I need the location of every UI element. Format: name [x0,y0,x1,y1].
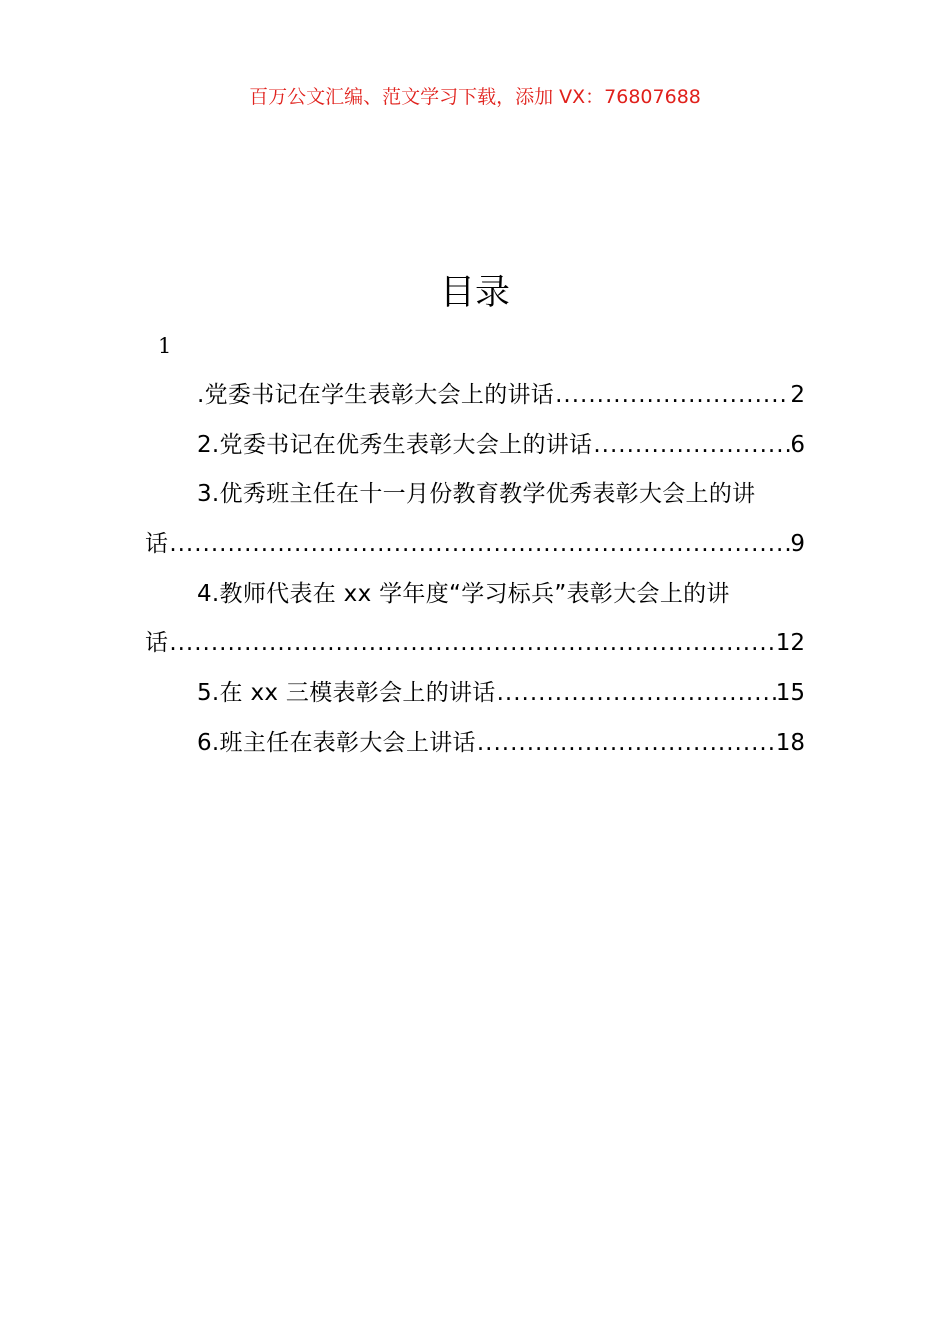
toc-entry-5[interactable] [145,669,805,719]
toc-page-number: 12 [775,630,805,657]
table-of-contents [145,371,805,769]
toc-dot-leader [592,421,790,471]
toc-entry-title: 6.班主任在表彰大会上讲话 [197,729,476,756]
toc-page-number: 9 [790,531,805,558]
toc-entry-6[interactable] [145,719,805,769]
toc-page-number: 15 [775,680,805,707]
watermark-header-note: 百万公文汇编、范文学习下载，添加 VX：76807688 [249,86,701,108]
toc-entry-continuation [145,520,805,570]
toc-entry-title: 2.党委书记在优秀生表彰大会上的讲话 [197,431,593,458]
toc-page-number: 18 [775,729,805,756]
toc-entry-2[interactable] [145,421,805,471]
toc-dot-leader [554,371,790,421]
page-title: 目录 [439,273,510,313]
toc-entry-1[interactable] [145,371,805,421]
toc-entry-title-line2: 话 [145,630,169,657]
toc-page-number: 2 [790,382,805,408]
toc-page-number: 6 [790,431,805,458]
toc-entry-continuation [145,619,805,669]
toc-dot-leader [496,669,776,719]
toc-entry-title-line1: 3.优秀班主任在十一月份教育教学优秀表彰大会上的讲 [197,481,756,508]
toc-entry-title: .党委书记在学生表彰大会上的讲话 [197,382,555,408]
toc-dot-leader [168,619,775,669]
toc-entry-4[interactable] [145,570,805,669]
stray-number: 1 [158,334,172,358]
toc-dot-leader [476,719,776,769]
toc-entry-3[interactable] [145,470,805,569]
toc-dot-leader [168,520,790,570]
toc-entry-title-line2: 话 [145,531,169,558]
toc-entry-title: 5.在 xx 三模表彰会上的讲话 [197,680,496,707]
toc-entry-title-line1: 4.教师代表在 xx 学年度“学习标兵”表彰大会上的讲 [197,580,730,607]
